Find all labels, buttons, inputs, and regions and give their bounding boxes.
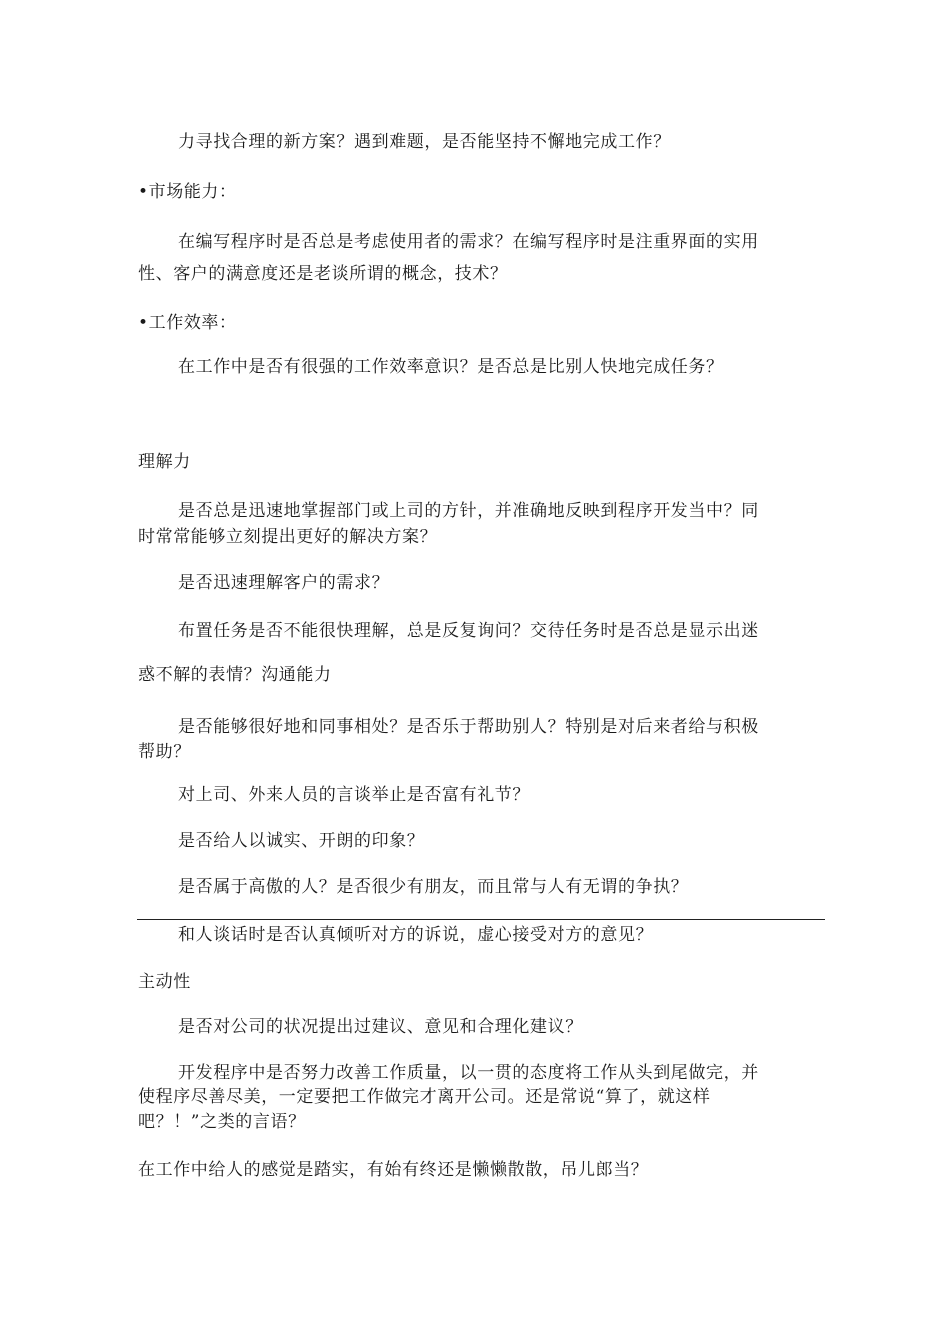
horizontal-divider <box>137 919 825 920</box>
paragraph-line: 吧？！”之类的言语？ <box>138 1112 306 1132</box>
section-heading-efficiency: •工作效率： <box>138 313 237 333</box>
paragraph-line: 时常常能够立刻提出更好的解决方案？ <box>138 527 438 547</box>
section-heading-initiative: 主动性 <box>138 972 191 992</box>
paragraph-line: 惑不解的表情？沟通能力 <box>138 665 332 685</box>
paragraph-line: 布置任务是否不能很快理解，总是反复询问？交待任务时是否总是显示出迷 <box>178 621 759 641</box>
paragraph-line: 使程序尽善尽美，一定要把工作做完才离开公司。还是常说“算了，就这样 <box>138 1087 711 1107</box>
paragraph-line: 是否能够很好地和同事相处？是否乐于帮助别人？特别是对后来者给与积极 <box>178 717 759 737</box>
paragraph-line: 在工作中给人的感觉是踏实，有始有终还是懒懒散散，吊儿郎当？ <box>138 1160 649 1180</box>
paragraph-line: 是否对公司的状况提出过建议、意见和合理化建议？ <box>178 1017 583 1037</box>
paragraph-line: 和人谈话时是否认真倾听对方的诉说，虚心接受对方的意见？ <box>178 925 654 945</box>
paragraph-line: 开发程序中是否努力改善工作质量，以一贯的态度将工作从头到尾做完，并 <box>178 1063 759 1083</box>
section-heading-comprehension: 理解力 <box>138 452 191 472</box>
paragraph-line: 帮助？ <box>138 742 191 762</box>
paragraph-line: 是否迅速理解客户的需求？ <box>178 573 390 593</box>
section-heading-market: •市场能力： <box>138 182 237 202</box>
paragraph-line: 是否属于高傲的人？是否很少有朋友，而且常与人有无谓的争执？ <box>178 877 689 897</box>
paragraph-line: 在工作中是否有很强的工作效率意识？是否总是比别人快地完成任务？ <box>178 357 724 377</box>
paragraph-line: 力寻找合理的新方案？遇到难题，是否能坚持不懈地完成工作？ <box>178 132 671 152</box>
paragraph-line: 在编写程序时是否总是考虑使用者的需求？在编写程序时是注重界面的实用 <box>178 232 759 252</box>
paragraph-line: 对上司、外来人员的言谈举止是否富有礼节？ <box>178 785 530 805</box>
paragraph-line: 性、客户的满意度还是老谈所谓的概念，技术？ <box>138 264 508 284</box>
paragraph-line: 是否总是迅速地掌握部门或上司的方针，并准确地反映到程序开发当中？同 <box>178 501 759 521</box>
paragraph-line: 是否给人以诚实、开朗的印象？ <box>178 831 425 851</box>
